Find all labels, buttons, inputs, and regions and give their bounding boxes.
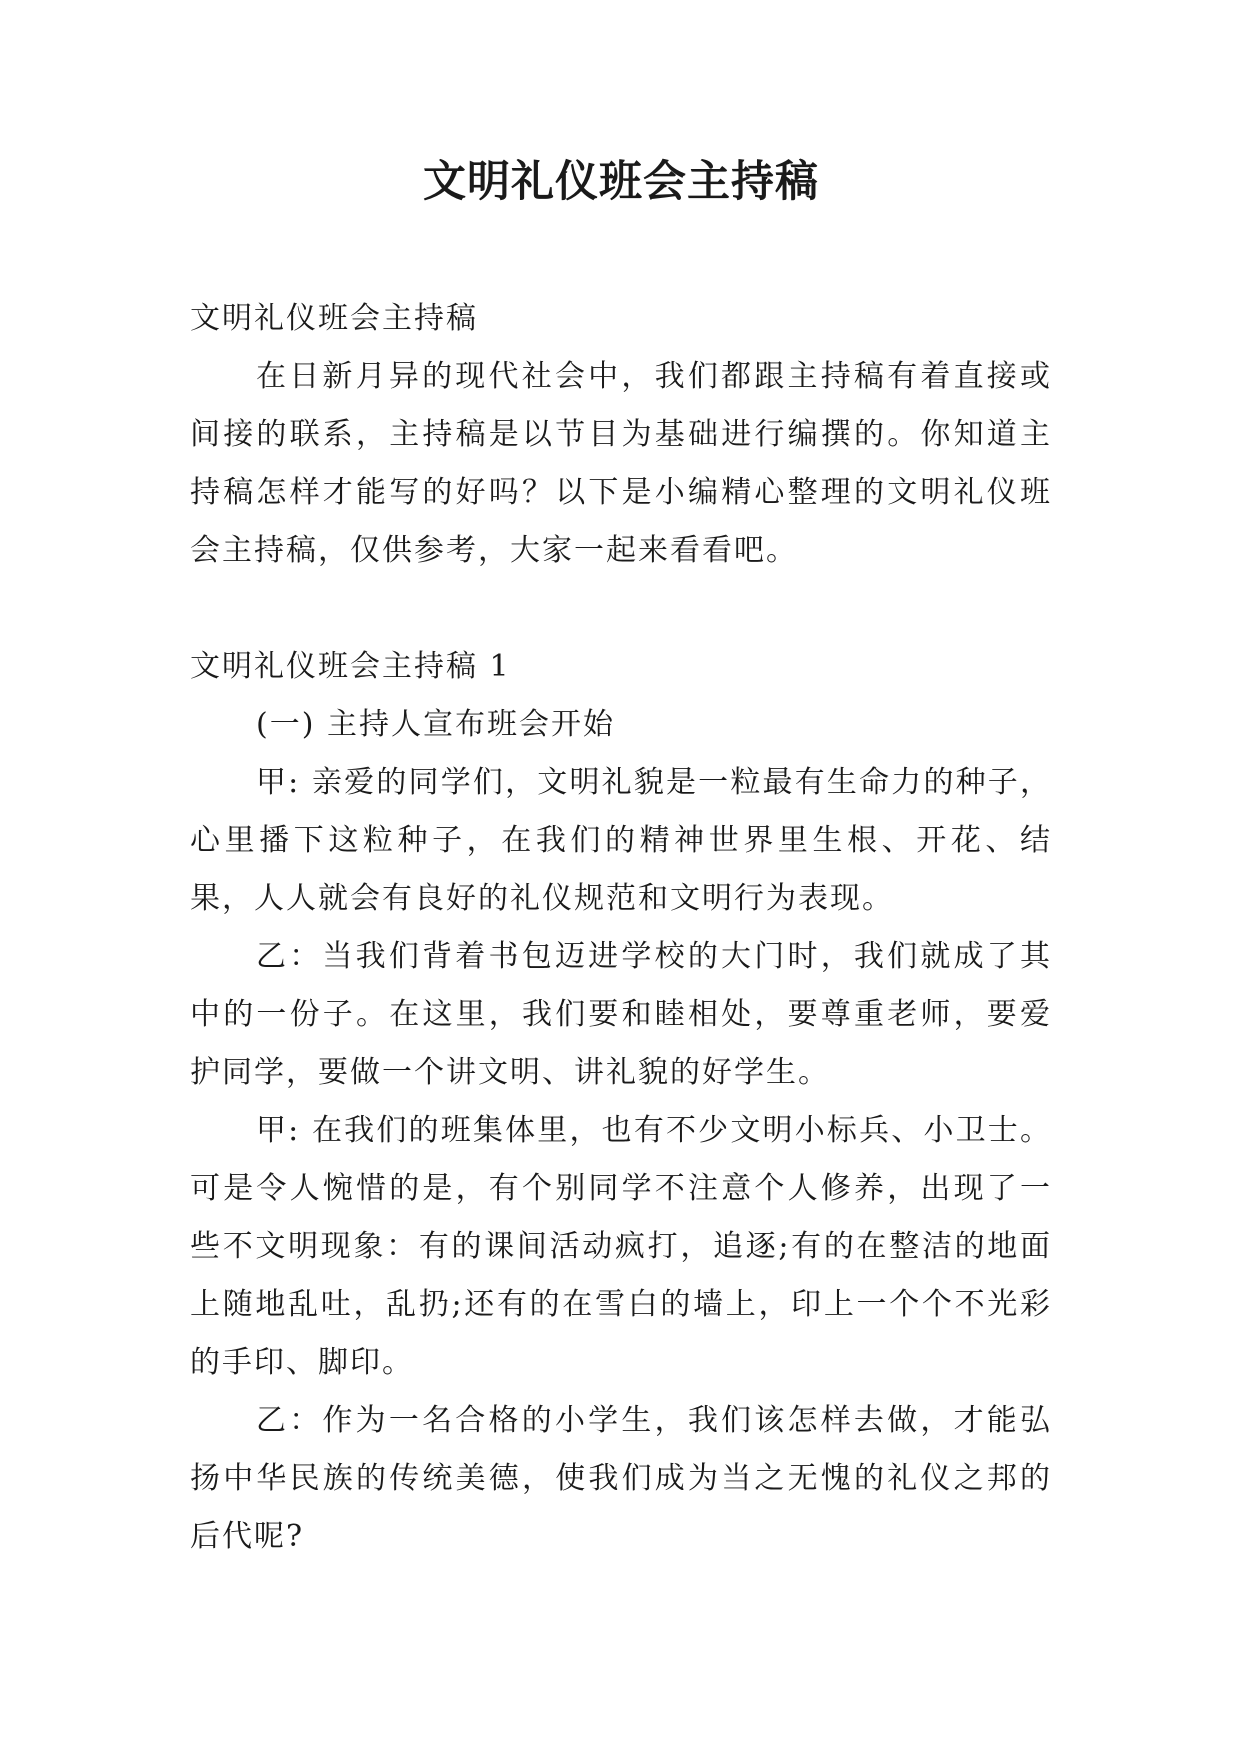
paragraph-intro: 在日新月异的现代社会中，我们都跟主持稿有着直接或间接的联系，主持稿是以节目为基础进行编撰的。你知道主持稿怎样才能写的好吗？以下是小编精心整理的文明礼仪班会主持稿，仅供参考，大家一起来看看吧。: [190, 359, 1052, 568]
document-title: 文明礼仪班会主持稿: [423, 157, 819, 207]
paragraph-speaker-a-1: 甲: 亲爱的同学们，文明礼貌是一粒最有生命力的种子，心里播下这粒种子，在我们的精神世界里生根、开花、结果，人人就会有良好的礼仪规范和文明行为表现。: [190, 765, 1052, 916]
paragraph-section-heading: 文明礼仪班会主持稿 1: [190, 649, 511, 684]
paragraph-speaker-b-1: 乙：当我们背着书包迈进学校的大门时，我们就成了其中的一份子。在这里，我们要和睦相处，要尊重老师，要爱护同学，要做一个讲文明、讲礼貌的好学生。: [190, 939, 1052, 1090]
paragraph-subtitle: 文明礼仪班会主持稿: [190, 301, 478, 336]
paragraph-speaker-b-2: 乙：作为一名合格的小学生，我们该怎样去做，才能弘扬中华民族的传统美德，使我们成为当之无愧的礼仪之邦的后代呢?: [190, 1403, 1052, 1554]
paragraph-step-one: (一) 主持人宣布班会开始: [256, 707, 615, 742]
document-body: [190, 290, 1052, 1566]
paragraph-speaker-a-2: 甲: 在我们的班集体里，也有不少文明小标兵、小卫士。可是令人惋惜的是，有个别同学不注意个人修养，出现了一些不文明现象：有的课间活动疯打，追逐;有的在整洁的地面上随地乱吐，乱扔;还有的在雪白的墙上，印上一个个不光彩的手印、脚印。: [190, 1113, 1052, 1380]
